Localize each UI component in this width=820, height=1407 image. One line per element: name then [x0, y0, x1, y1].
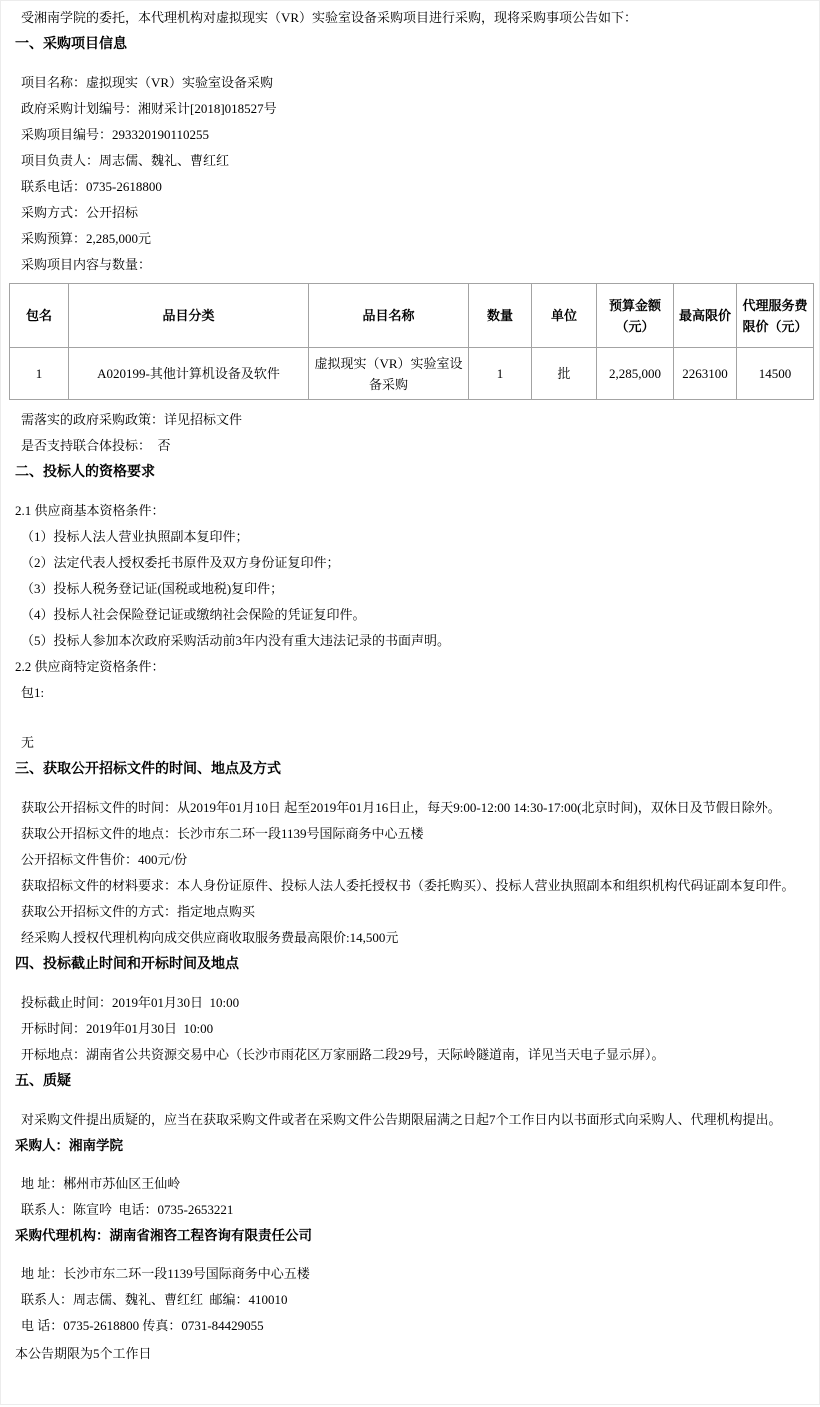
qualification-item-2: （2）法定代表人授权委托书原件及双方身份证复印件；: [21, 555, 340, 570]
purchaser-address: 地 址：郴州市苏仙区王仙岭: [21, 1176, 181, 1191]
cell-budget-amount: 2,285,000: [597, 348, 674, 400]
col-header-unit: 单位: [532, 284, 597, 348]
bid-deadline: 投标截止时间：2019年01月30日 10:00: [21, 995, 240, 1010]
purchaser-title: 采购人：湘南学院: [15, 1138, 123, 1153]
field-procurement-budget: 采购预算：2,285,000元: [21, 231, 152, 246]
field-project-number: 采购项目编号：293320190110255: [21, 127, 210, 142]
bid-opening-location: 开标地点：湖南省公共资源交易中心（长沙市雨花区万家丽路二段29号，天际岭隧道南，详见当天电子显示屏）。: [21, 1047, 665, 1062]
col-header-max-price: 最高限价: [674, 284, 737, 348]
field-project-leader: 项目负责人：周志儒、魏礼、曹红红: [21, 153, 230, 168]
cell-max-price: 2263100: [674, 348, 737, 400]
col-header-agency-fee-limit: 代理服务费限价（元）: [737, 284, 814, 348]
consortium-bid-note: 是否支持联合体投标： 否: [21, 438, 171, 453]
qualification-item-5: （5）投标人参加本次政府采购活动前3年内没有重大违法记录的书面声明。: [21, 633, 451, 648]
doc-obtain-method: 获取公开招标文件的方式：指定地点购买: [21, 904, 256, 919]
doc-material-requirements: 获取招标文件的材料要求：本人身份证原件、投标人法人委托授权书（委托购买）、投标人营业执照副本和组织机构代码证副本复印件。: [21, 878, 795, 893]
field-content-quantity-label: 采购项目内容与数量：: [21, 257, 152, 272]
col-header-item-category: 品目分类: [69, 284, 309, 348]
qualification-specific-label: 2.2 供应商特定资格条件：: [15, 659, 165, 674]
doc-price: 公开招标文件售价：400元/份: [21, 852, 188, 867]
agency-address: 地 址：长沙市东二环一段1139号国际商务中心五楼: [21, 1266, 310, 1281]
cell-unit: 批: [532, 348, 597, 400]
section1-heading: 一、采购项目信息: [15, 37, 127, 52]
announcement-period: 本公告期限为5个工作日: [15, 1346, 152, 1361]
field-gov-plan-number: 政府采购计划编号：湘财采计[2018]018527号: [21, 101, 277, 116]
agency-contact: 联系人：周志儒、魏礼、曹红红 邮编：410010: [21, 1292, 288, 1307]
cell-package: 1: [10, 348, 69, 400]
policy-note: 需落实的政府采购政策：详见招标文件: [21, 412, 243, 427]
section5-heading: 五、质疑: [15, 1074, 71, 1089]
inquiry-paragraph: 对采购文件提出质疑的，应当在获取采购文件或者在采购文件公告期限届满之日起7个工作日内以书面形式向采购人、代理机构提出。: [21, 1112, 782, 1127]
field-project-name: 项目名称：虚拟现实（VR）实验室设备采购: [21, 75, 274, 90]
qualification-basic-label: 2.1 供应商基本资格条件：: [15, 503, 165, 518]
section4-heading: 四、投标截止时间和开标时间及地点: [15, 957, 239, 972]
col-header-quantity: 数量: [469, 284, 532, 348]
field-procurement-method: 采购方式：公开招标: [21, 205, 139, 220]
cell-quantity: 1: [469, 348, 532, 400]
package-1-value: 无: [21, 735, 35, 750]
col-header-item-name: 品目名称: [309, 284, 469, 348]
section3-heading: 三、获取公开招标文件的时间、地点及方式: [15, 762, 281, 777]
agency-title: 采购代理机构：湖南省湘咨工程咨询有限责任公司: [15, 1228, 312, 1243]
doc-obtain-time: 获取公开招标文件的时间：从2019年01月10日 起至2019年01月16日止，每天9:00-12:00 14:30-17:00(北京时间)，双休日及节假日除外。: [21, 800, 781, 815]
field-contact-phone: 联系电话：0735-2618800: [21, 179, 162, 194]
agency-phone-fax: 电 话：0735-2618800 传真：0731-84429055: [21, 1318, 264, 1333]
purchaser-contact: 联系人：陈宣吟 电话：0735-2653221: [21, 1202, 234, 1217]
col-header-budget-amount: 预算金额（元）: [597, 284, 674, 348]
table-header-row: [10, 284, 814, 348]
table-row: [10, 348, 814, 400]
bid-opening-time: 开标时间：2019年01月30日 10:00: [21, 1021, 214, 1036]
section2-heading: 二、投标人的资格要求: [15, 465, 155, 480]
qualification-item-3: （3）投标人税务登记证(国税或地税)复印件；: [21, 581, 284, 596]
qualification-item-1: （1）投标人法人营业执照副本复印件；: [21, 529, 249, 544]
package-1-label: 包1:: [21, 685, 45, 700]
cell-item-category: A020199-其他计算机设备及软件: [69, 348, 309, 400]
doc-obtain-location: 获取公开招标文件的地点：长沙市东二环一段1139号国际商务中心五楼: [21, 826, 424, 841]
cell-item-name: 虚拟现实（VR）实验室设备采购: [309, 348, 469, 400]
service-fee-note: 经采购人授权代理机构向成交供应商收取服务费最高限价:14,500元: [21, 930, 399, 945]
col-header-package: 包名: [10, 284, 69, 348]
qualification-item-4: （4）投标人社会保险登记证或缴纳社会保险的凭证复印件。: [21, 607, 366, 622]
procurement-items-table: [9, 283, 814, 400]
intro-paragraph: 受湘南学院的委托，本代理机构对虚拟现实（VR）实验室设备采购项目进行采购，现将采购事项公告如下：: [21, 10, 638, 25]
cell-agency-fee-limit: 14500: [737, 348, 814, 400]
